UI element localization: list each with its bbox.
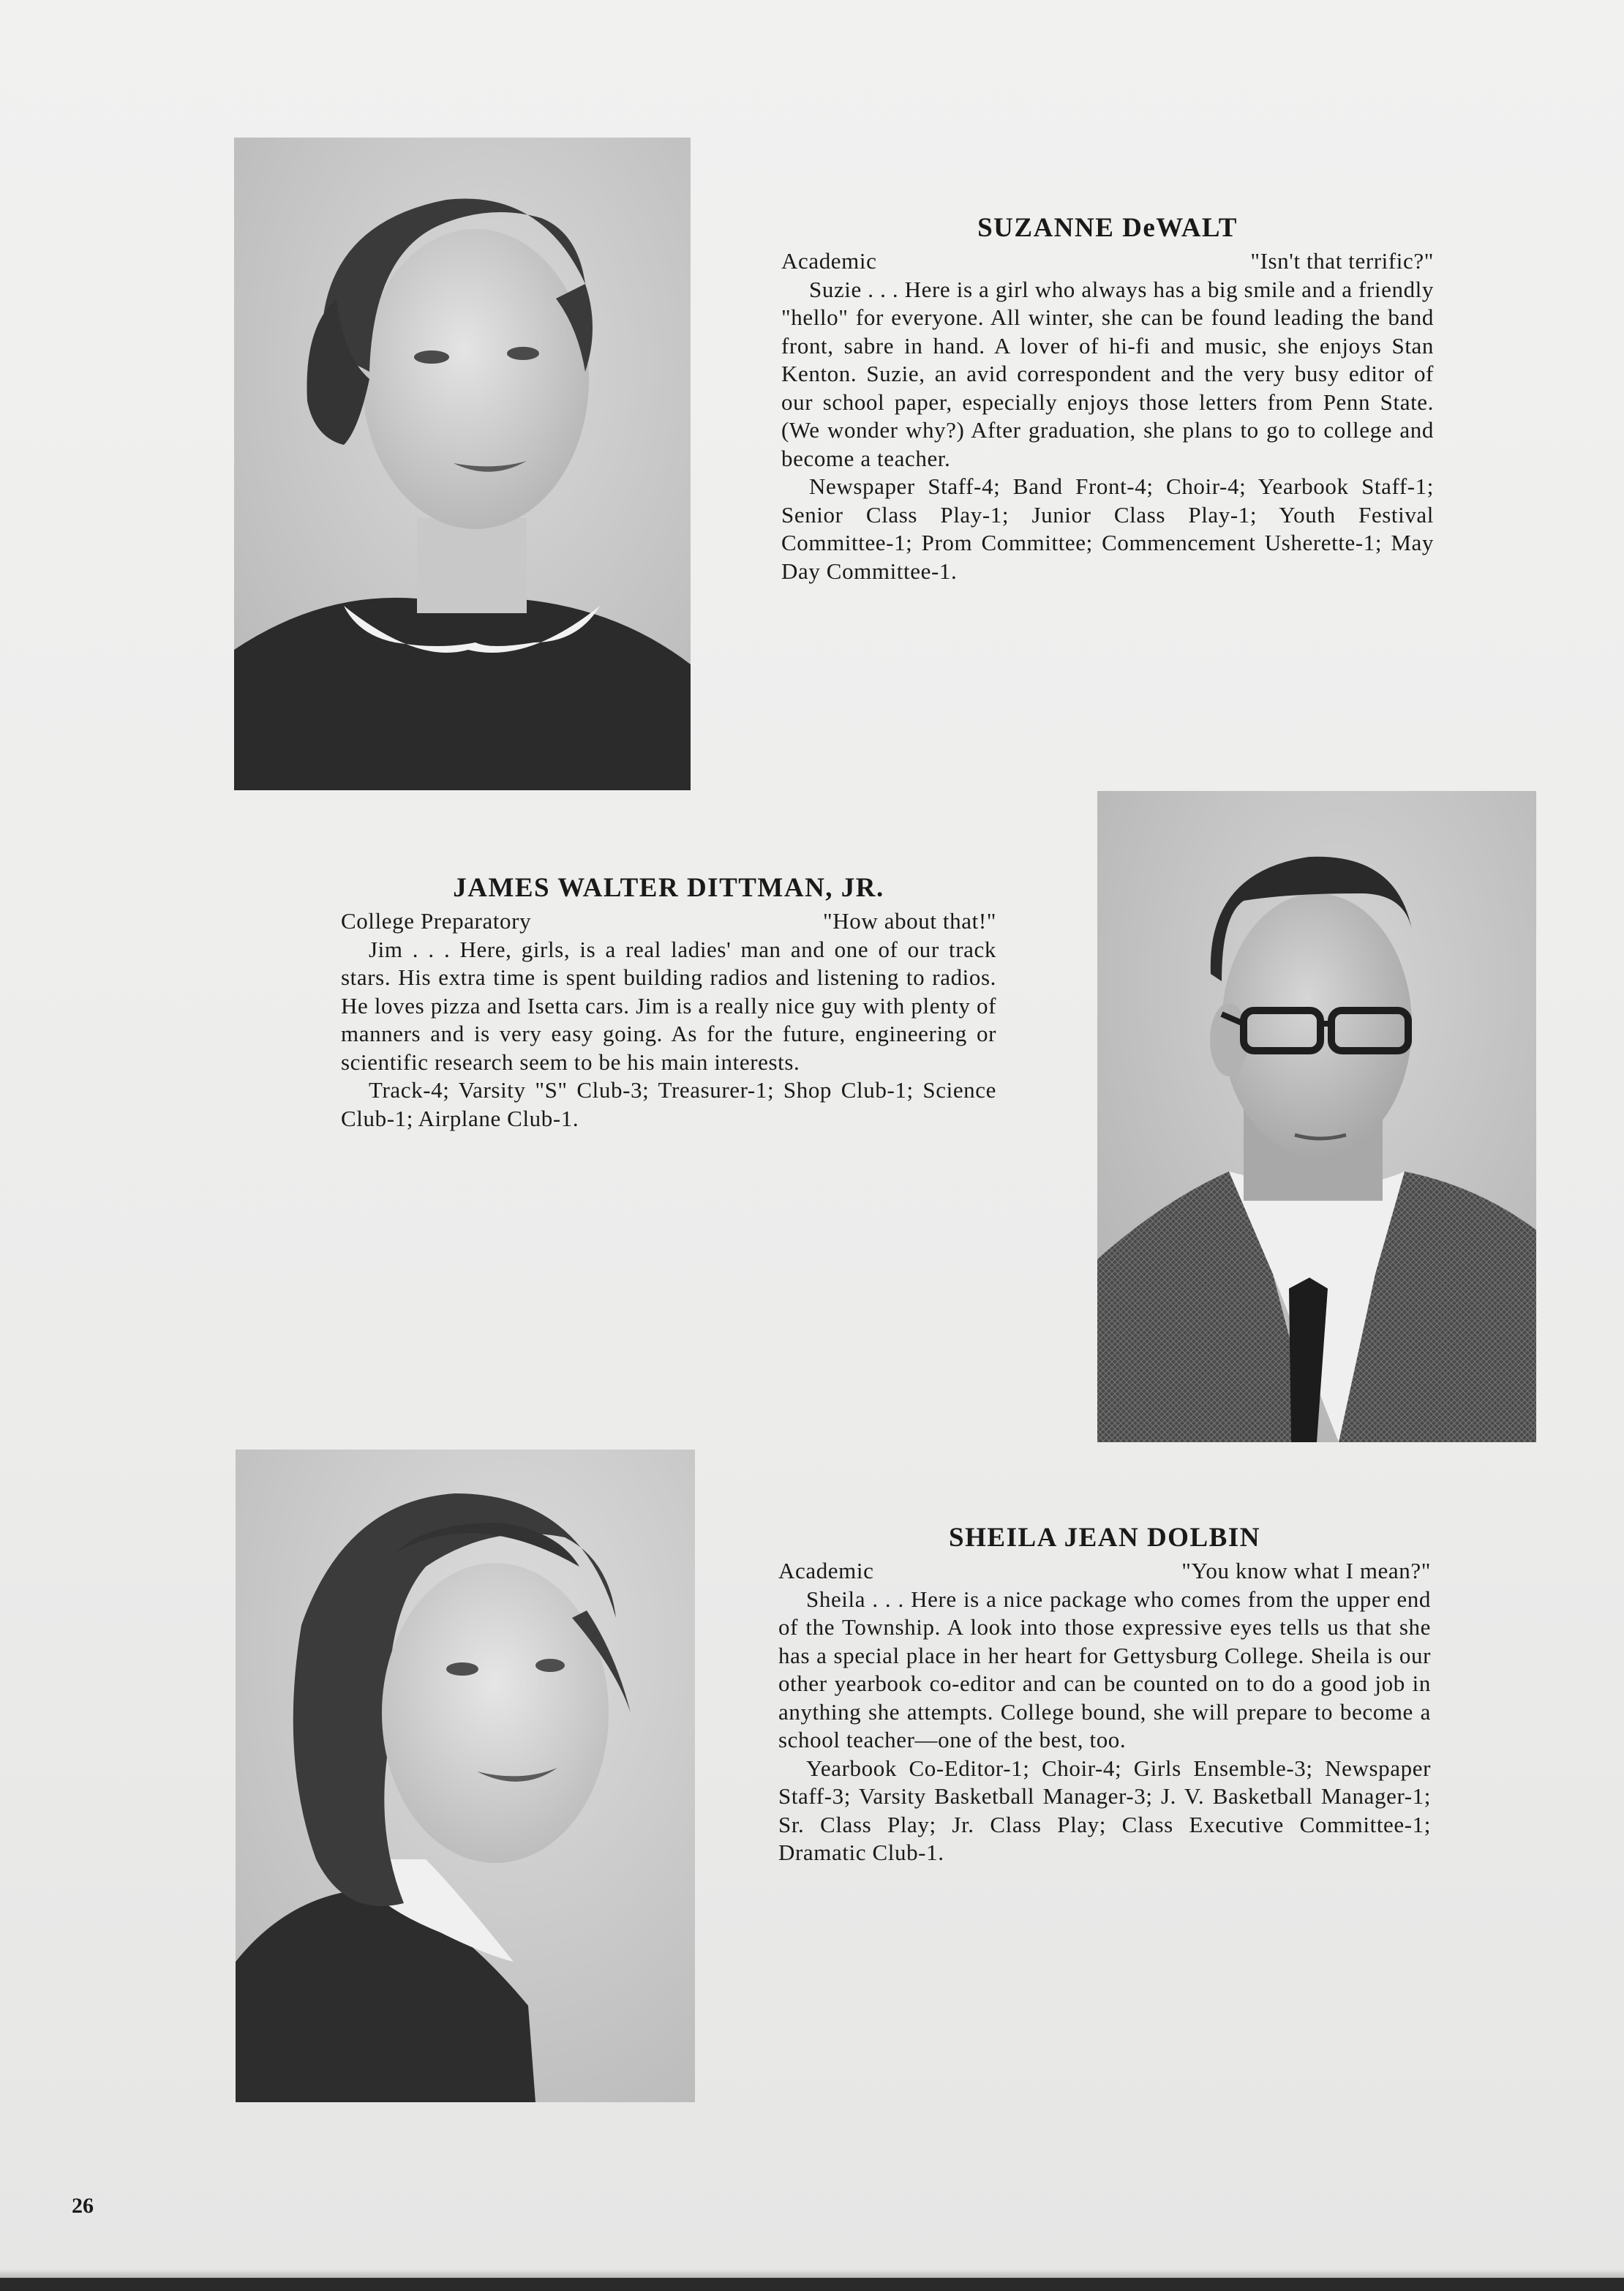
course-quote-row <box>781 247 1434 276</box>
bio-sheila-jean-dolbin <box>778 1522 1431 1867</box>
page-edge-shadow <box>0 2269 1624 2278</box>
senior-quote: "How about that!" <box>823 908 996 934</box>
activities-paragraph: Newspaper Staff-4; Band Front-4; Choir-4; Yearbook Staff-1; Senior Class Play-1; Junior Class Play-1; Youth Festival Committee-1; Prom Committee; Commencement Usherette-1; May Day Committee-1. <box>781 473 1434 584</box>
portrait-james-walter-dittman <box>1097 791 1536 1442</box>
course-label: Academic <box>778 1558 874 1583</box>
senior-quote: "You know what I mean?" <box>1181 1558 1431 1583</box>
course-quote-row <box>778 1557 1431 1586</box>
bio-james-walter-dittman <box>341 872 996 1133</box>
portrait-image <box>1097 791 1536 1442</box>
course-label: College Preparatory <box>341 908 532 934</box>
course-quote-row <box>341 907 996 936</box>
portrait-sheila-jean-dolbin <box>236 1450 695 2102</box>
course-label: Academic <box>781 248 877 274</box>
page-edge <box>0 2278 1624 2291</box>
portrait-image <box>236 1450 695 2102</box>
student-name: SUZANNE DeWALT <box>977 213 1238 243</box>
senior-quote: "Isn't that terrific?" <box>1250 248 1434 274</box>
student-name: SHEILA JEAN DOLBIN <box>949 1523 1260 1553</box>
bio-suzanne-dewalt <box>781 212 1434 585</box>
activities-paragraph: Yearbook Co-Editor-1; Choir-4; Girls Ensemble-3; Newspaper Staff-3; Varsity Basketball Manager-3; J. V. Basketball Manager-1; Sr. Class Play; Jr. Class Play; Class Executive Committee-1; Dramatic Club-1. <box>778 1755 1431 1865</box>
activities-paragraph: Track-4; Varsity "S" Club-3; Treasurer-1; Shop Club-1; Science Club-1; Airplane Club-1. <box>341 1077 996 1131</box>
student-name: JAMES WALTER DITTMAN, JR. <box>453 873 884 903</box>
portrait-image <box>234 138 691 790</box>
bio-paragraph: Suzie . . . Here is a girl who always has a big smile and a friendly "hello" for everyone. All winter, she can be found leading the band front, sabre in hand. A lover of hi-fi and music, she enjoys Stan Kenton. Suzie, an avid correspondent and the very busy editor of our school paper, especially enjoys those letters from Penn State. (We wonder why?) After graduation, she plans to go to college and become a teacher. <box>781 276 1434 471</box>
bio-paragraph: Sheila . . . Here is a nice package who comes from the upper end of the Township. A look into those expressive eyes tells us that she has a special place in her heart for Gettysburg College. Sheila is our other yearbook co-editor and can be counted on to do a good job in anything she attempts. College bound, she will prepare to become a school teacher—one of the best, too. <box>778 1586 1431 1752</box>
portrait-suzanne-dewalt <box>234 138 691 790</box>
page-number: 26 <box>72 2194 94 2218</box>
bio-paragraph: Jim . . . Here, girls, is a real ladies' man and one of our track stars. His extra time is spent building radios and listening to radios. He loves pizza and Isetta cars. Jim is a really nice guy with plenty of manners and is very easy going. As for the future, engineering or scientific research seem to be his main interests. <box>341 936 996 1075</box>
